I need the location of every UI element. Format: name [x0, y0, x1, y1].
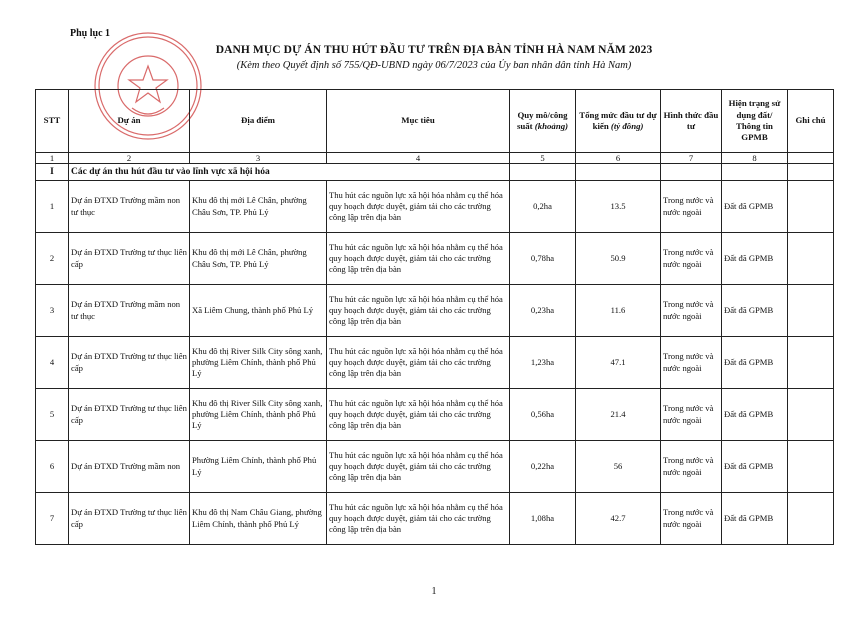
cell-scale: 0,22ha	[510, 441, 576, 493]
cell-note	[788, 441, 834, 493]
cell-note	[788, 181, 834, 233]
cell-land: Đất đã GPMB	[722, 441, 788, 493]
table-row	[36, 389, 834, 441]
cell-location: Xã Liêm Chung, thành phố Phủ Lý	[190, 285, 327, 337]
cell-investment: 21.4	[576, 389, 661, 441]
cell-form: Trong nước và nước ngoài	[661, 441, 722, 493]
cell-location: Khu đô thị mới Lê Chân, phường Châu Sơn, TP. Phủ Lý	[190, 233, 327, 285]
cell-land: Đất đã GPMB	[722, 337, 788, 389]
table-row	[36, 441, 834, 493]
section-row	[36, 164, 834, 181]
cell-project: Dự án ĐTXD Trường tư thục liên cấp	[69, 233, 190, 285]
cell-form: Trong nước và nước ngoài	[661, 181, 722, 233]
cell-note	[788, 389, 834, 441]
column-number: 1	[36, 153, 69, 164]
section-stt: I	[36, 164, 69, 181]
header-investment-note: (tỷ đồng)	[610, 121, 644, 131]
cell-scale: 0,56ha	[510, 389, 576, 441]
cell-scale: 0,23ha	[510, 285, 576, 337]
cell-note	[788, 493, 834, 545]
cell-land: Đất đã GPMB	[722, 285, 788, 337]
section-empty-cell	[722, 164, 788, 181]
cell-objective: Thu hút các nguồn lực xã hội hóa nhằm cụ thể hóa quy hoạch được duyệt, giảm tải cho các trường công lập trên địa bàn	[327, 389, 510, 441]
cell-form: Trong nước và nước ngoài	[661, 493, 722, 545]
cell-investment: 56	[576, 441, 661, 493]
cell-land: Đất đã GPMB	[722, 181, 788, 233]
cell-project: Dự án ĐTXD Trường mầm non	[69, 441, 190, 493]
table-row	[36, 181, 834, 233]
section-empty-cell	[510, 164, 576, 181]
cell-project: Dự án ĐTXD Trường mầm non tư thục	[69, 285, 190, 337]
cell-form: Trong nước và nước ngoài	[661, 285, 722, 337]
cell-location: Khu đô thị River Silk City sông xanh, phường Liêm Chính, thành phố Phủ Lý	[190, 389, 327, 441]
cell-stt: 7	[36, 493, 69, 545]
table-row	[36, 233, 834, 285]
cell-investment: 42.7	[576, 493, 661, 545]
cell-stt: 6	[36, 441, 69, 493]
header-stt: STT	[36, 90, 69, 153]
cell-note	[788, 285, 834, 337]
cell-stt: 2	[36, 233, 69, 285]
column-number: 2	[69, 153, 190, 164]
cell-objective: Thu hút các nguồn lực xã hội hóa nhằm cụ thể hóa quy hoạch được duyệt, giảm tải cho các trường công lập trên địa bàn	[327, 233, 510, 285]
header-project: Dự án	[69, 90, 190, 153]
cell-land: Đất đã GPMB	[722, 389, 788, 441]
cell-investment: 50.9	[576, 233, 661, 285]
cell-objective: Thu hút các nguồn lực xã hội hóa nhằm cụ thể hóa quy hoạch được duyệt, giảm tải cho các trường công lập trên địa bàn	[327, 181, 510, 233]
cell-scale: 0,78ha	[510, 233, 576, 285]
section-empty-cell	[576, 164, 661, 181]
cell-objective: Thu hút các nguồn lực xã hội hóa nhằm cụ thể hóa quy hoạch được duyệt, giảm tải cho các trường công lập trên địa bàn	[327, 441, 510, 493]
header-scale-note: (khoảng)	[534, 121, 569, 131]
header-investment	[576, 90, 661, 153]
cell-location: Phường Liêm Chính, thành phố Phủ Lý	[190, 441, 327, 493]
cell-stt: 3	[36, 285, 69, 337]
header-location: Địa điểm	[190, 90, 327, 153]
table-row	[36, 337, 834, 389]
column-number: 5	[510, 153, 576, 164]
section-empty-cell	[788, 164, 834, 181]
cell-scale: 1,23ha	[510, 337, 576, 389]
header-scale-main: Quy mô/công suất	[516, 109, 568, 131]
section-empty-cell	[661, 164, 722, 181]
header-investment-main: Tổng mức đầu tư dự kiến	[579, 109, 657, 131]
cell-stt: 4	[36, 337, 69, 389]
table-row	[36, 493, 834, 545]
cell-scale: 1,08ha	[510, 493, 576, 545]
cell-project: Dự án ĐTXD Trường tư thục liên cấp	[69, 337, 190, 389]
table-row	[36, 285, 834, 337]
column-number-row	[36, 153, 834, 164]
cell-investment: 11.6	[576, 285, 661, 337]
cell-location: Khu đô thị Nam Châu Giang, phường Liêm Chính, thành phố Phủ Lý	[190, 493, 327, 545]
document-subtitle: (Kèm theo Quyết định số 755/QĐ-UBND ngày 06/7/2023 của Ủy ban nhân dân tỉnh Hà Nam)	[236, 60, 632, 71]
section-title: Các dự án thu hút đầu tư vào lĩnh vực xã hội hóa	[69, 164, 510, 181]
header-scale	[510, 90, 576, 153]
cell-form: Trong nước và nước ngoài	[661, 389, 722, 441]
cell-project: Dự án ĐTXD Trường tư thục liên cấp	[69, 389, 190, 441]
cell-objective: Thu hút các nguồn lực xã hội hóa nhằm cụ thể hóa quy hoạch được duyệt, giảm tải cho các trường công lập trên địa bàn	[327, 493, 510, 545]
cell-land: Đất đã GPMB	[722, 233, 788, 285]
column-number: 6	[576, 153, 661, 164]
table-header-row	[36, 90, 834, 153]
cell-objective: Thu hút các nguồn lực xã hội hóa nhằm cụ thể hóa quy hoạch được duyệt, giảm tải cho các trường công lập trên địa bàn	[327, 285, 510, 337]
column-number	[788, 153, 834, 164]
cell-form: Trong nước và nước ngoài	[661, 337, 722, 389]
column-number: 8	[722, 153, 788, 164]
cell-stt: 5	[36, 389, 69, 441]
cell-objective: Thu hút các nguồn lực xã hội hóa nhằm cụ thể hóa quy hoạch được duyệt, giảm tải cho các trường công lập trên địa bàn	[327, 337, 510, 389]
cell-investment: 47.1	[576, 337, 661, 389]
column-number: 3	[190, 153, 327, 164]
cell-stt: 1	[36, 181, 69, 233]
project-table	[35, 89, 834, 545]
cell-location: Khu đô thị River Silk City sông xanh, phường Liêm Chính, thành phố Phủ Lý	[190, 337, 327, 389]
column-number: 4	[327, 153, 510, 164]
cell-note	[788, 233, 834, 285]
header-objective: Mục tiêu	[327, 90, 510, 153]
cell-project: Dự án ĐTXD Trường mầm non tư thục	[69, 181, 190, 233]
header-form: Hình thức đầu tư	[661, 90, 722, 153]
cell-location: Khu đô thị mới Lê Chân, phường Châu Sơn, TP. Phủ Lý	[190, 181, 327, 233]
document-title: DANH MỤC DỰ ÁN THU HÚT ĐẦU TƯ TRÊN ĐỊA BÀN TỈNH HÀ NAM NĂM 2023	[215, 44, 653, 56]
cell-scale: 0,2ha	[510, 181, 576, 233]
header-note: Ghi chú	[788, 90, 834, 153]
cell-investment: 13.5	[576, 181, 661, 233]
cell-land: Đất đã GPMB	[722, 493, 788, 545]
cell-project: Dự án ĐTXD Trường tư thục liên cấp	[69, 493, 190, 545]
column-number: 7	[661, 153, 722, 164]
cell-form: Trong nước và nước ngoài	[661, 233, 722, 285]
page-number: 1	[431, 586, 437, 597]
appendix-label: Phụ lục 1	[70, 28, 111, 39]
cell-note	[788, 337, 834, 389]
header-land: Hiện trạng sử dụng đất/ Thông tin GPMB	[722, 90, 788, 153]
